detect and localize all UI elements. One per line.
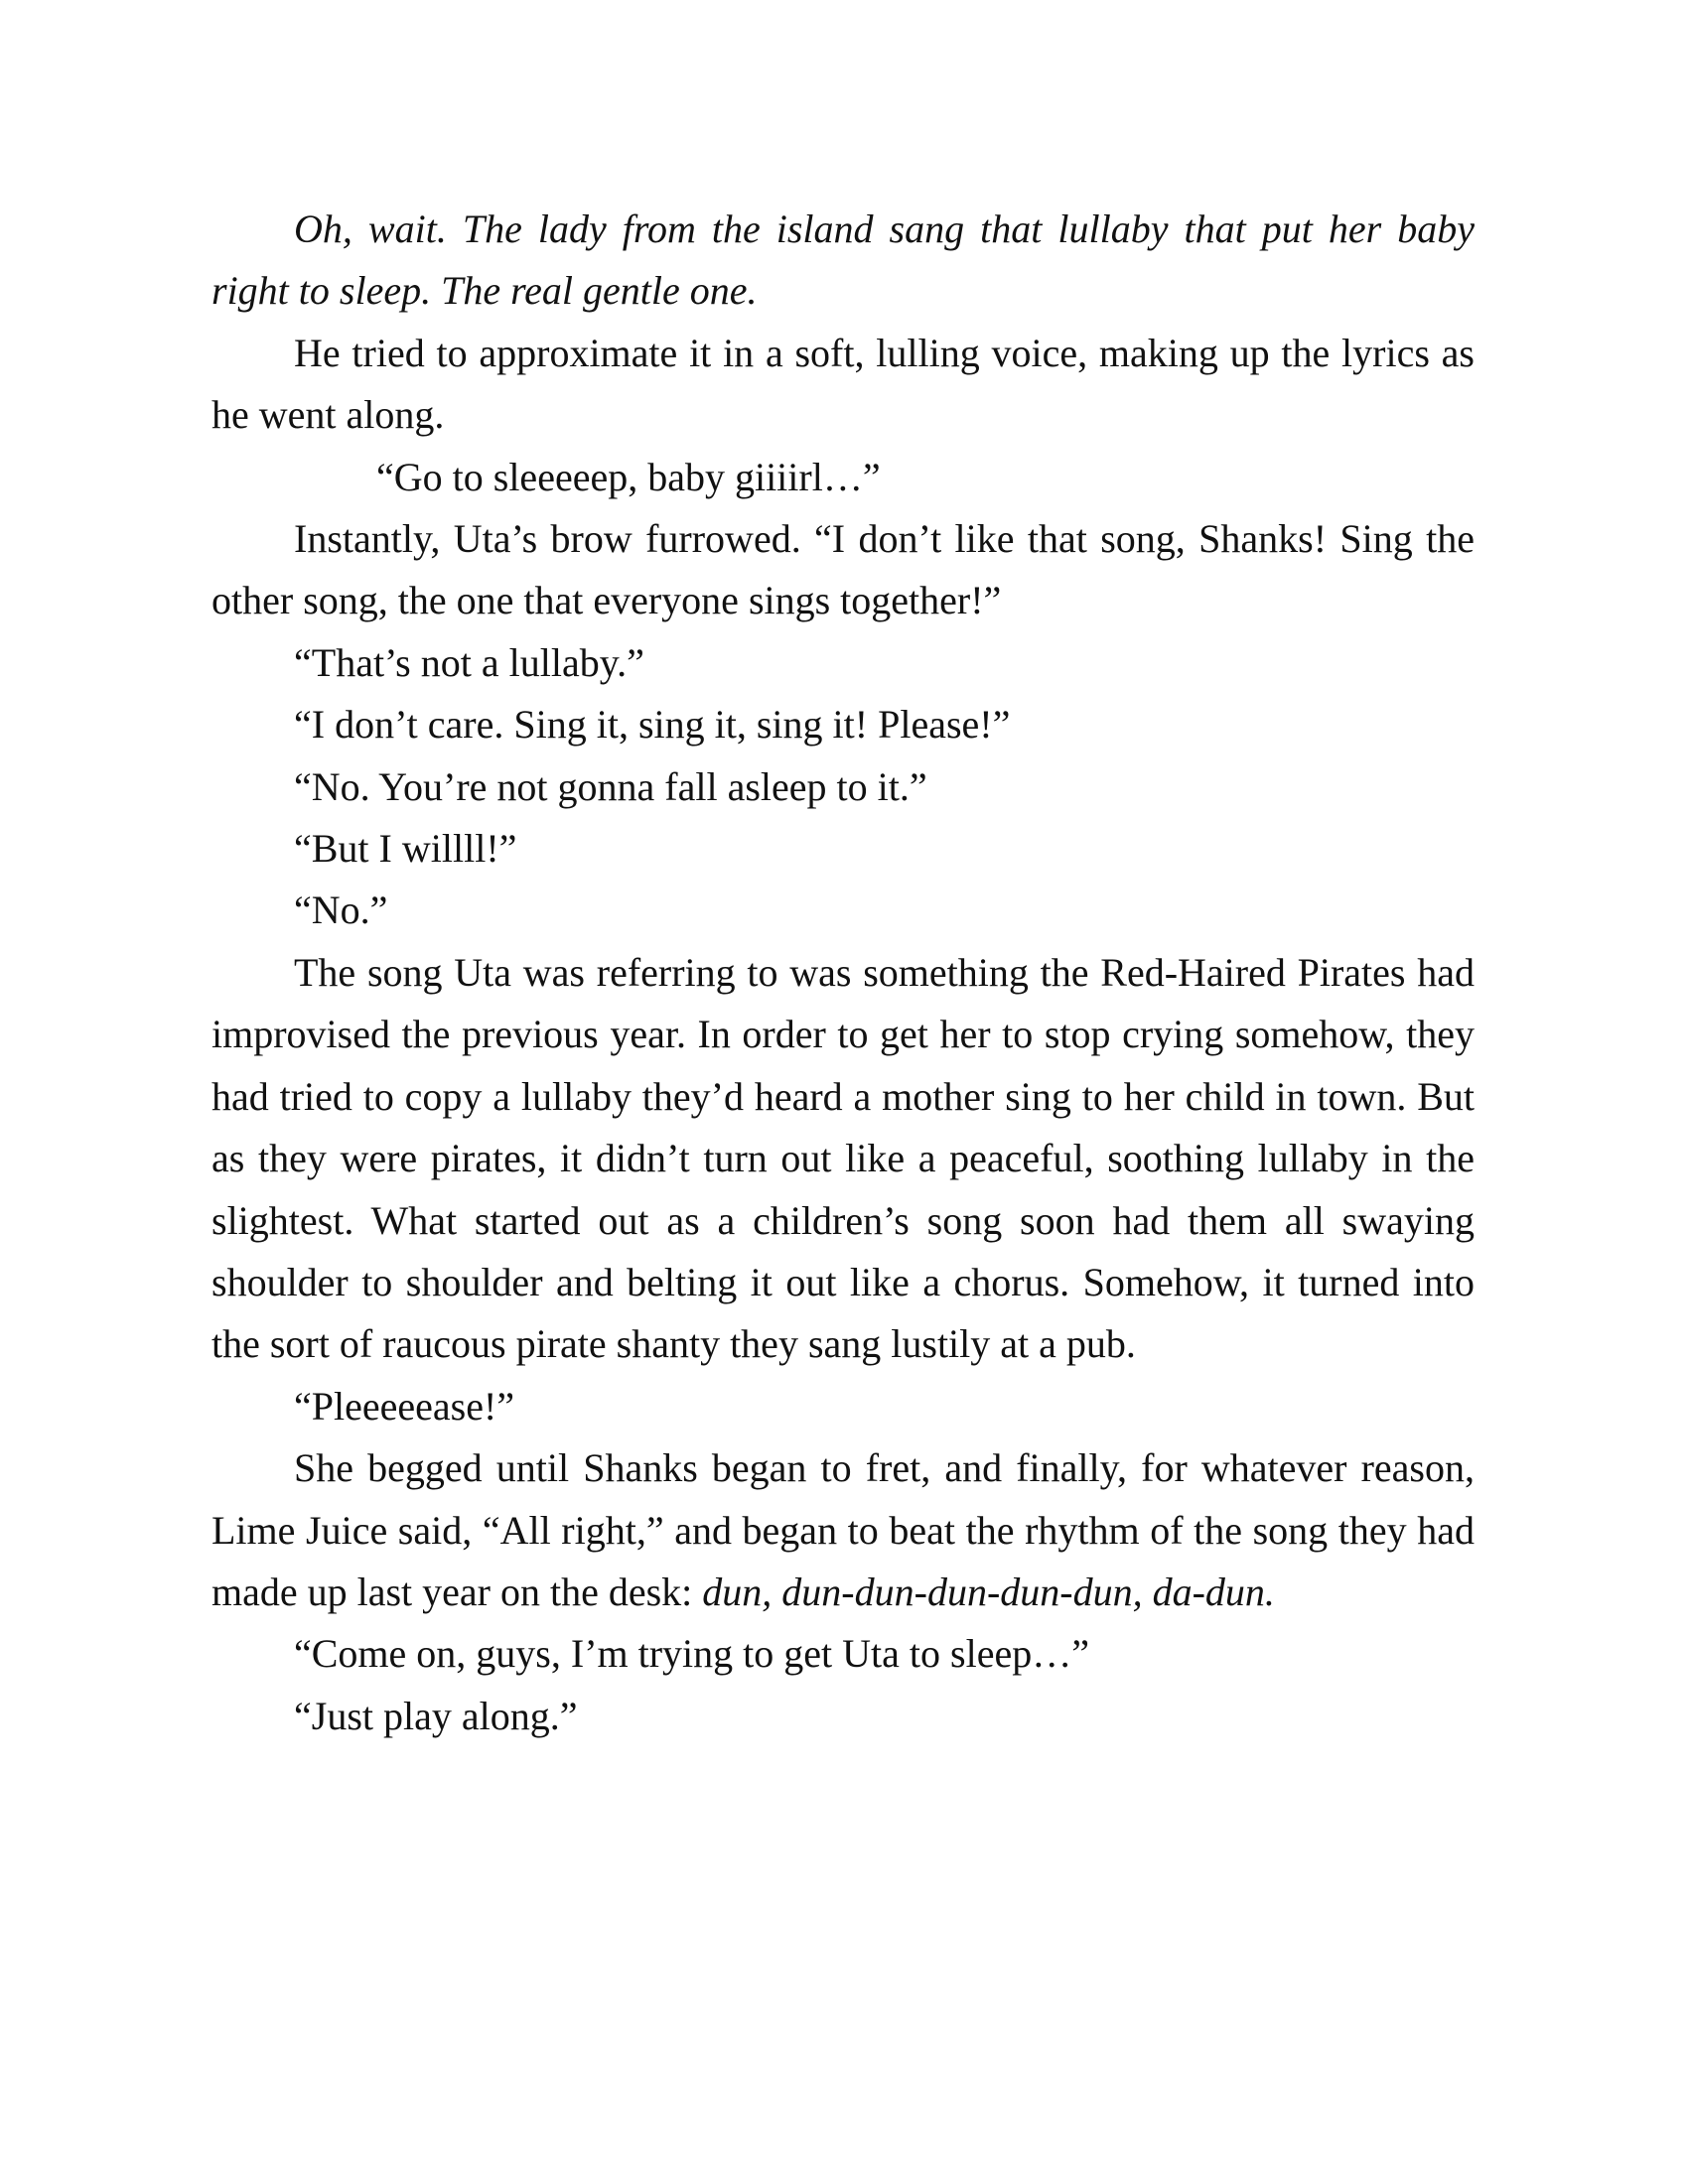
paragraph: He tried to approximate it in a soft, lulling voice, making up the lyrics as he went along. [211,330,1475,438]
paragraph-dialogue: “Come on, guys, I’m trying to get Uta to sleep…” [294,1631,1089,1677]
paragraph-dialogue: “I don’t care. Sing it, sing it, sing it! Please!” [294,702,1011,748]
paragraph-italic-rhythm: dun, dun-dun-dun-dun-dun, da-dun. [702,1569,1275,1614]
paragraph-mixed [211,1437,1475,1623]
paragraph-dialogue: “Just play along.” [294,1693,578,1738]
paragraph-dialogue: “Pleeeeease!” [294,1383,515,1429]
paragraph-dialogue: “That’s not a lullaby.” [294,639,644,685]
paragraph-dialogue: “No.” [294,887,388,933]
paragraph-dialogue: “No. You’re not gonna fall asleep to it.” [294,763,927,809]
paragraph-text: She begged until Shanks began to fret, and finally, for whatever reason, Lime Juice said, “All right,” and began to beat the rhythm of the song they had made up last year on the desk: [211,1445,1475,1614]
paragraph-song-line: “Go to sleeeeep, baby giiiirl…” [376,454,881,499]
paragraph: Instantly, Uta’s brow furrowed. “I don’t like that song, Shanks! Sing the other song, the one that everyone sings together!” [211,516,1475,623]
paragraph-thought: Oh, wait. The lady from the island sang that lullaby that put her baby right to sleep. The real gentle one. [211,206,1475,314]
paragraph-dialogue: “But I willll!” [294,826,517,872]
paragraph: The song Uta was referring to was something the Red-Haired Pirates had improvised the previous year. In order to get her to stop crying somehow, they had tried to copy a lullaby they’d heard a mother sing to her child in town. But as they were pirates, it didn’t turn out like a peaceful, soothing lullaby in the slightest. What started out as a children’s song soon had them all swaying shoulder to shoulder and belting it out like a chorus. Somehow, it turned into the sort of raucous pirate shanty they sang lustily at a pub. [211,949,1475,1367]
book-page [211,199,1475,1747]
